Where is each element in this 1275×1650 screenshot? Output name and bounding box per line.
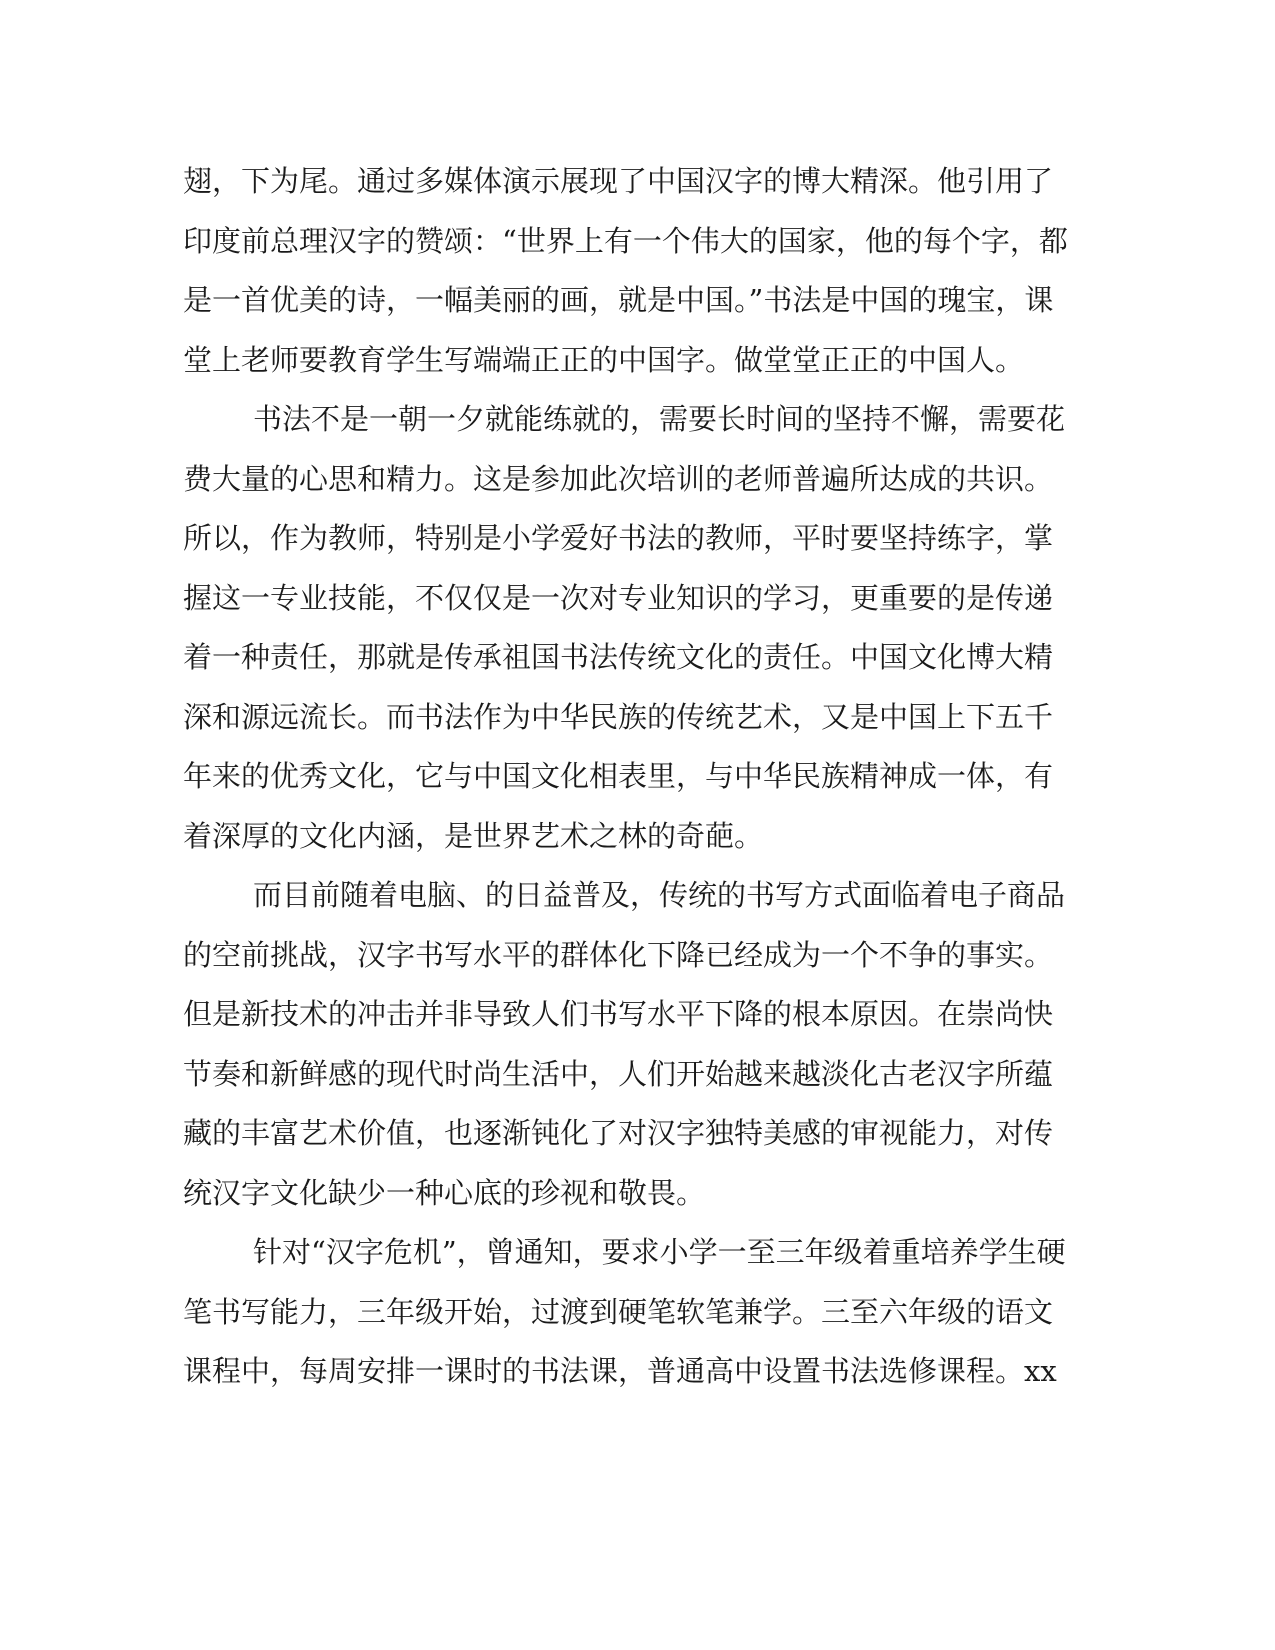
paragraph-first-line: 而目前随着电脑、的日益普及，传统的书写方式面临着电子商品	[253, 878, 1066, 912]
text-line: 藏的丰富艺术价值，也逐渐钝化了对汉字独特美感的审视能力，对传	[183, 1116, 1054, 1150]
text-line: 翅，下为尾。通过多媒体演示展现了中国汉字的博大精深。他引用了	[183, 164, 1054, 198]
text-line: 堂上老师要教育学生写端端正正的中国字。做堂堂正正的中国人。	[183, 342, 1025, 377]
text-line: 年来的优秀文化，它与中国文化相表里，与中华民族精神成一体，有	[183, 759, 1054, 793]
document-body	[183, 152, 1068, 1402]
text-line: 着一种责任，那就是传承祖国书法传统文化的责任。中国文化博大精	[183, 640, 1054, 674]
text-line: 是一首优美的诗，一幅美丽的画，就是中国。”书法是中国的瑰宝，课	[183, 283, 1054, 317]
text-line: 深和源远流长。而书法作为中华民族的传统艺术，又是中国上下五千	[183, 699, 1054, 734]
text-line: 节奏和新鲜感的现代时尚生活中，人们开始越来越淡化古老汉字所蕴	[183, 1056, 1054, 1091]
text-line: 笔书写能力，三年级开始，过渡到硬笔软笔兼学。三至六年级的语文	[183, 1294, 1054, 1329]
text-line: 但是新技术的冲击并非导致人们书写水平下降的根本原因。在崇尚快	[183, 997, 1054, 1031]
text-line: 握这一专业技能，不仅仅是一次对专业知识的学习，更重要的是传递	[183, 580, 1054, 615]
text-line: 费大量的心思和精力。这是参加此次培训的老师普遍所达成的共识。	[183, 461, 1054, 496]
text-line: 着深厚的文化内涵，是世界艺术之林的奇葩。	[183, 818, 764, 853]
text-line: 所以，作为教师，特别是小学爱好书法的教师，平时要坚持练字，掌	[183, 521, 1054, 555]
text-line: 的空前挑战，汉字书写水平的群体化下降已经成为一个不争的事实。	[183, 937, 1054, 972]
text-line: 课程中，每周安排一课时的书法课，普通高中设置书法选修课程。xx	[183, 1354, 1057, 1388]
text-line: 统汉字文化缺少一种心底的珍视和敬畏。	[183, 1175, 706, 1210]
paragraph-first-line: 书法不是一朝一夕就能练就的，需要长时间的坚持不懈，需要花	[253, 402, 1066, 436]
paragraph-first-line: 针对“汉字危机”，曾通知，要求小学一至三年级着重培养学生硬	[253, 1235, 1066, 1269]
text-line: 印度前总理汉字的赞颂：“世界上有一个伟大的国家，他的每个字，都	[183, 223, 1068, 258]
